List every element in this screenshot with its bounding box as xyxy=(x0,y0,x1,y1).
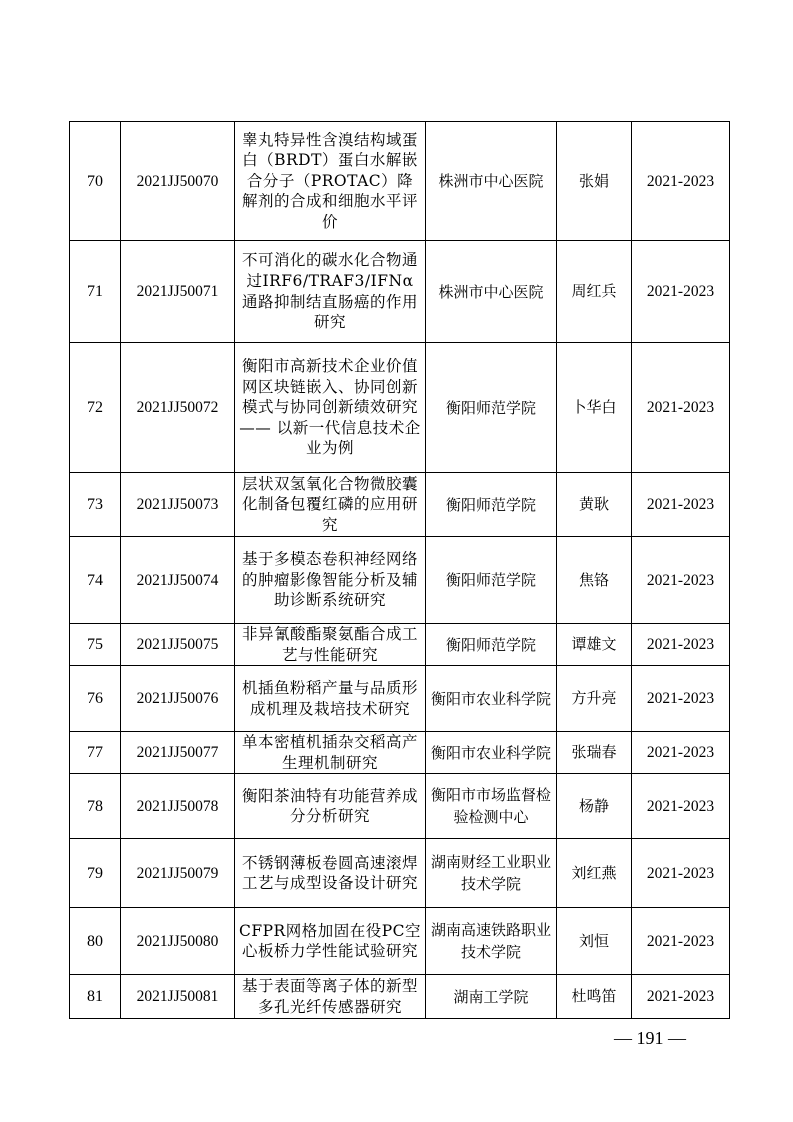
institution: 衡阳市农业科学院 xyxy=(426,732,557,774)
row-number: 76 xyxy=(70,666,121,732)
institution: 衡阳市市场监督检验检测中心 xyxy=(426,774,557,839)
project-code: 2021JJ50078 xyxy=(121,774,235,839)
institution: 衡阳师范学院 xyxy=(426,343,557,473)
project-title: 衡阳茶油特有功能营养成分分析研究 xyxy=(235,774,426,839)
institution: 湖南高速铁路职业技术学院 xyxy=(426,908,557,975)
project-leader: 谭雄文 xyxy=(557,624,632,666)
project-leader: 刘恒 xyxy=(557,908,632,975)
table-row xyxy=(70,241,730,343)
institution: 湖南工学院 xyxy=(426,975,557,1019)
project-code: 2021JJ50074 xyxy=(121,537,235,624)
institution: 衡阳师范学院 xyxy=(426,537,557,624)
row-number: 79 xyxy=(70,839,121,908)
table-row xyxy=(70,343,730,473)
table-row xyxy=(70,774,730,839)
project-code: 2021JJ50080 xyxy=(121,908,235,975)
page-number: — 191 — xyxy=(614,1028,686,1048)
project-leader: 焦铬 xyxy=(557,537,632,624)
project-leader: 刘红燕 xyxy=(557,839,632,908)
project-period: 2021-2023 xyxy=(632,473,730,537)
project-title: 层状双氢氧化合物微胶囊化制备包覆红磷的应用研究 xyxy=(235,473,426,537)
project-title: 单本密植机插杂交稻高产生理机制研究 xyxy=(235,732,426,774)
table-row xyxy=(70,473,730,537)
institution: 衡阳师范学院 xyxy=(426,473,557,537)
project-code: 2021JJ50081 xyxy=(121,975,235,1019)
row-number: 70 xyxy=(70,122,121,241)
project-title: 基于多模态卷积神经网络的肿瘤影像智能分析及辅助诊断系统研究 xyxy=(235,537,426,624)
project-leader: 方升亮 xyxy=(557,666,632,732)
project-code: 2021JJ50079 xyxy=(121,839,235,908)
project-period: 2021-2023 xyxy=(632,122,730,241)
table-row xyxy=(70,624,730,666)
project-leader: 黄耿 xyxy=(557,473,632,537)
project-code: 2021JJ50075 xyxy=(121,624,235,666)
project-code: 2021JJ50070 xyxy=(121,122,235,241)
project-title: 不可消化的碳水化合物通过IRF6/TRAF3/IFNα通路抑制结直肠癌的作用研究 xyxy=(235,241,426,343)
table-row xyxy=(70,666,730,732)
table-row xyxy=(70,122,730,241)
project-period: 2021-2023 xyxy=(632,839,730,908)
project-period: 2021-2023 xyxy=(632,537,730,624)
project-leader: 周红兵 xyxy=(557,241,632,343)
institution: 衡阳师范学院 xyxy=(426,624,557,666)
institution: 衡阳市农业科学院 xyxy=(426,666,557,732)
row-number: 77 xyxy=(70,732,121,774)
project-leader: 张瑞春 xyxy=(557,732,632,774)
project-title: 衡阳市高新技术企业价值网区块链嵌入、协同创新模式与协同创新绩效研究 —— 以新一代信息技术企业为例 xyxy=(235,343,426,473)
table-row xyxy=(70,732,730,774)
project-leader: 杨静 xyxy=(557,774,632,839)
project-title: 基于表面等离子体的新型多孔光纤传感器研究 xyxy=(235,975,426,1019)
table-row xyxy=(70,975,730,1019)
table-row xyxy=(70,839,730,908)
project-period: 2021-2023 xyxy=(632,908,730,975)
row-number: 81 xyxy=(70,975,121,1019)
row-number: 71 xyxy=(70,241,121,343)
project-leader: 杜鸣笛 xyxy=(557,975,632,1019)
row-number: 80 xyxy=(70,908,121,975)
project-leader: 卜华白 xyxy=(557,343,632,473)
row-number: 72 xyxy=(70,343,121,473)
project-title: 睾丸特异性含溴结构域蛋白（BRDT）蛋白水解嵌合分子（PROTAC）降解剂的合成和细胞水平评价 xyxy=(235,122,426,241)
project-table xyxy=(69,121,730,1019)
institution: 株洲市中心医院 xyxy=(426,122,557,241)
project-code: 2021JJ50073 xyxy=(121,473,235,537)
project-code: 2021JJ50077 xyxy=(121,732,235,774)
project-code: 2021JJ50072 xyxy=(121,343,235,473)
table-row xyxy=(70,537,730,624)
institution: 湖南财经工业职业技术学院 xyxy=(426,839,557,908)
project-title: CFPR网格加固在役PC空心板桥力学性能试验研究 xyxy=(235,908,426,975)
institution: 株洲市中心医院 xyxy=(426,241,557,343)
row-number: 75 xyxy=(70,624,121,666)
project-period: 2021-2023 xyxy=(632,975,730,1019)
project-code: 2021JJ50076 xyxy=(121,666,235,732)
project-leader: 张娟 xyxy=(557,122,632,241)
project-period: 2021-2023 xyxy=(632,666,730,732)
project-period: 2021-2023 xyxy=(632,732,730,774)
project-title: 机插鱼粉稻产量与品质形成机理及栽培技术研究 xyxy=(235,666,426,732)
project-title: 不锈钢薄板卷圆高速滚焊工艺与成型设备设计研究 xyxy=(235,839,426,908)
project-period: 2021-2023 xyxy=(632,774,730,839)
project-code: 2021JJ50071 xyxy=(121,241,235,343)
row-number: 78 xyxy=(70,774,121,839)
project-period: 2021-2023 xyxy=(632,241,730,343)
table-row xyxy=(70,908,730,975)
project-title: 非异氰酸酯聚氨酯合成工艺与性能研究 xyxy=(235,624,426,666)
project-period: 2021-2023 xyxy=(632,343,730,473)
project-period: 2021-2023 xyxy=(632,624,730,666)
row-number: 74 xyxy=(70,537,121,624)
row-number: 73 xyxy=(70,473,121,537)
